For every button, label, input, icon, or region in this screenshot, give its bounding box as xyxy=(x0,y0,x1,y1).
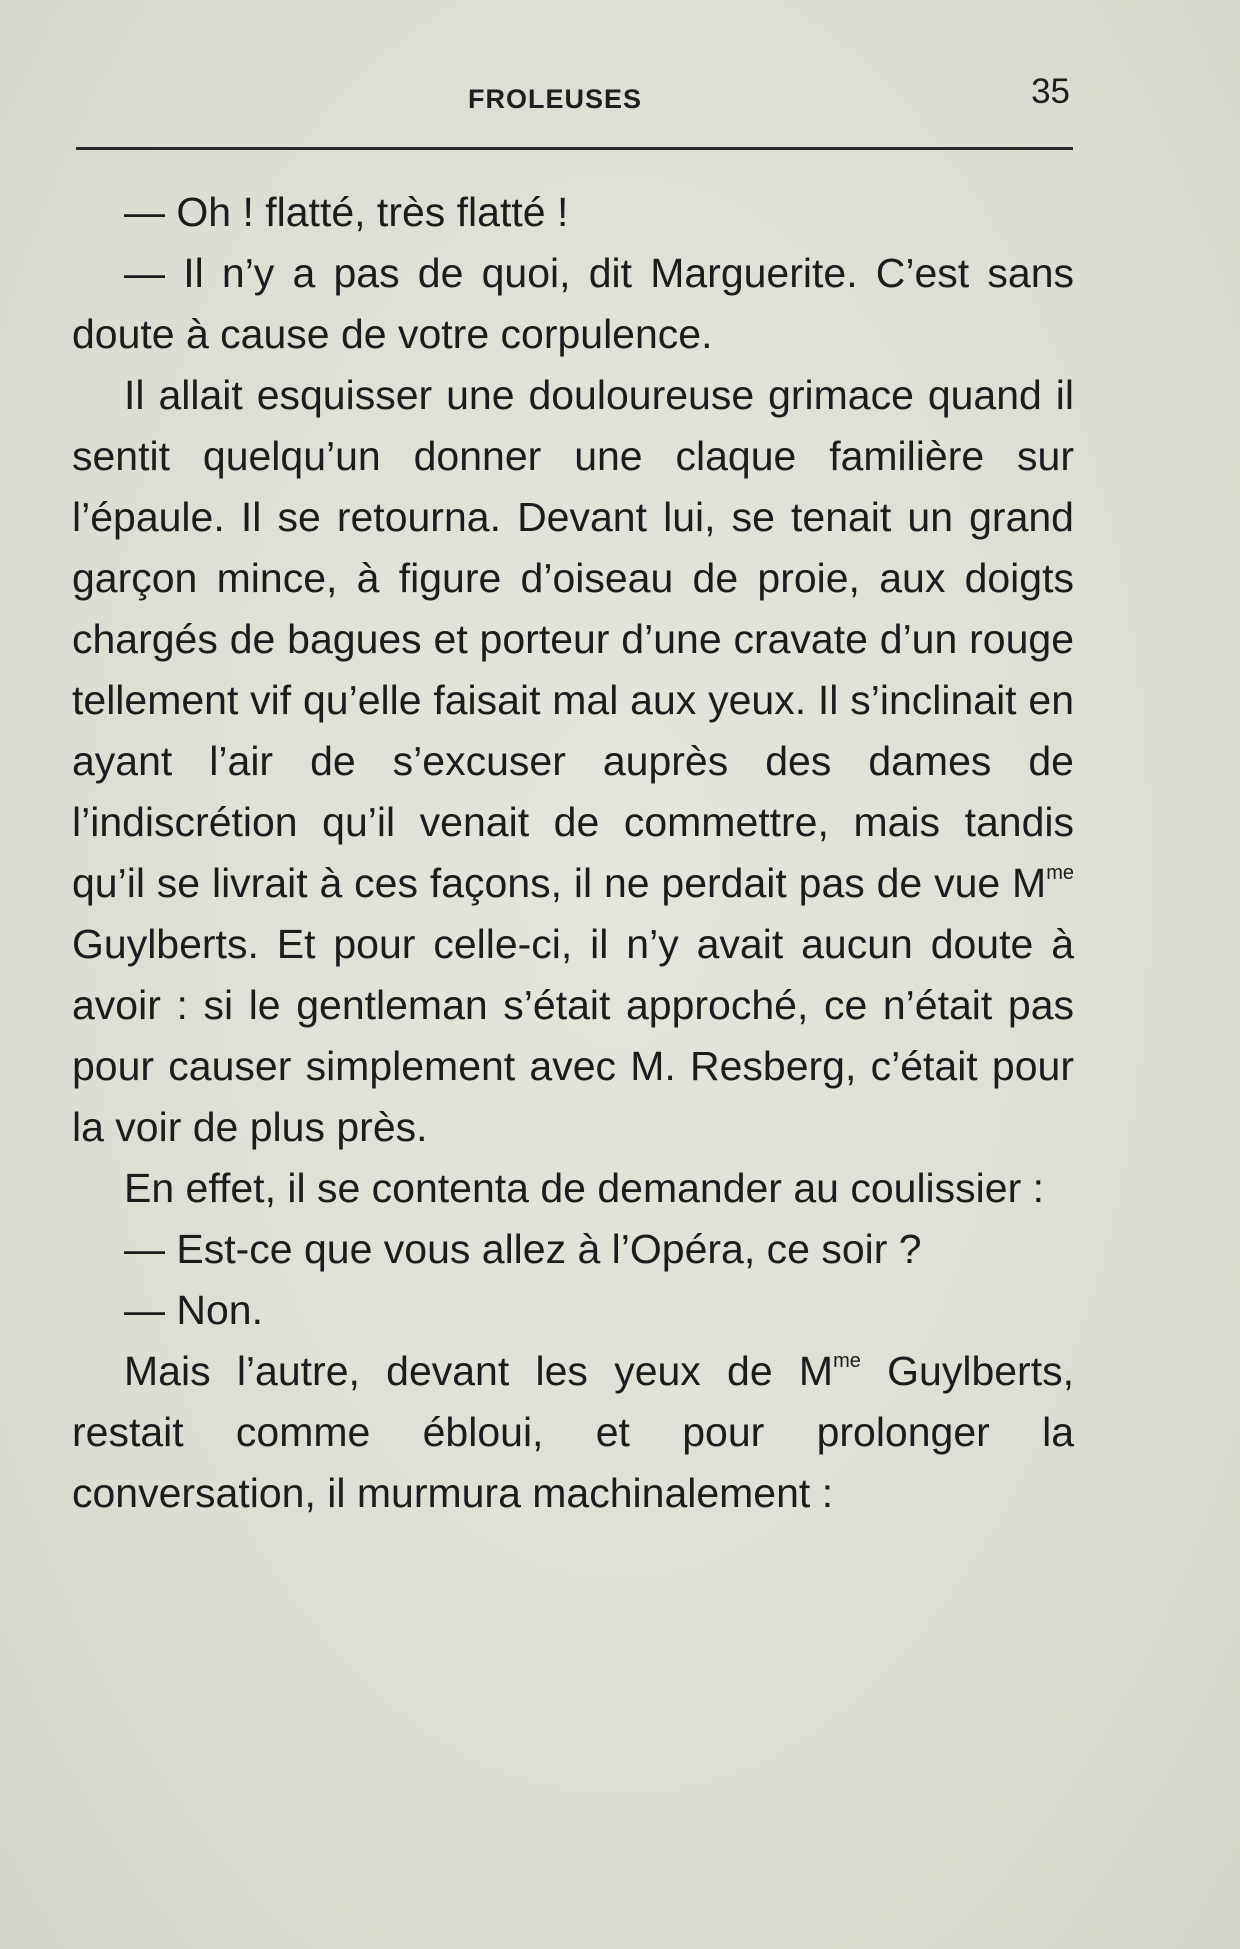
superscript-abbreviation: me xyxy=(1046,862,1074,884)
paragraph: En effet, il se contenta de demander au coulissier : xyxy=(124,1165,1045,1211)
paragraph-text: Mais l’autre, devant les yeux de M xyxy=(124,1348,834,1394)
page-header xyxy=(75,72,1073,122)
running-head: FROLEUSES xyxy=(468,84,643,114)
body-text xyxy=(72,182,1074,1524)
paragraph xyxy=(72,365,1074,1158)
paragraph: — Il n’y a pas de quoi, dit Marguerite. C’est sans doute à cause de votre corpulence. xyxy=(72,250,1074,357)
paragraph: — Est-ce que vous allez à l’Opéra, ce soir ? xyxy=(124,1226,922,1272)
paragraph-text: Il allait esquisser une douloureuse grimace quand il sentit quelqu’un donner une claque familière sur l’épaule. Il se retourna. Devant lui, se tenait un grand garçon mince, à figure d’oiseau de proie, aux doigts chargés de bagues et porteur d’une cravate d’un rouge tellement vif qu’elle faisait mal aux yeux. Il s’inclinait en ayant l’air de s’excuser auprès des dames de l’indiscrétion qu’il venait de commettre, mais tandis qu’il se livrait à ces façons, il ne perdait pas de vue M xyxy=(72,372,1074,906)
paragraph-text: Guylberts, restait comme ébloui, et pour prolonger la conversation, il murmura machinalement : xyxy=(72,1348,1074,1516)
paragraph-text: Guylberts. Et pour celle-ci, il n’y avait aucun doute à avoir : si le gentleman s’était approché, ce n’était pas pour causer simplement avec M. Resberg, c’était pour la voir de plus près. xyxy=(72,921,1074,1150)
header-rule xyxy=(76,147,1073,150)
superscript-abbreviation: me xyxy=(833,1350,861,1372)
paragraph xyxy=(72,1341,1074,1524)
paragraph: — Non. xyxy=(124,1287,263,1333)
paragraph: — Oh ! flatté, très flatté ! xyxy=(124,189,569,235)
page-number: 35 xyxy=(1031,72,1070,111)
